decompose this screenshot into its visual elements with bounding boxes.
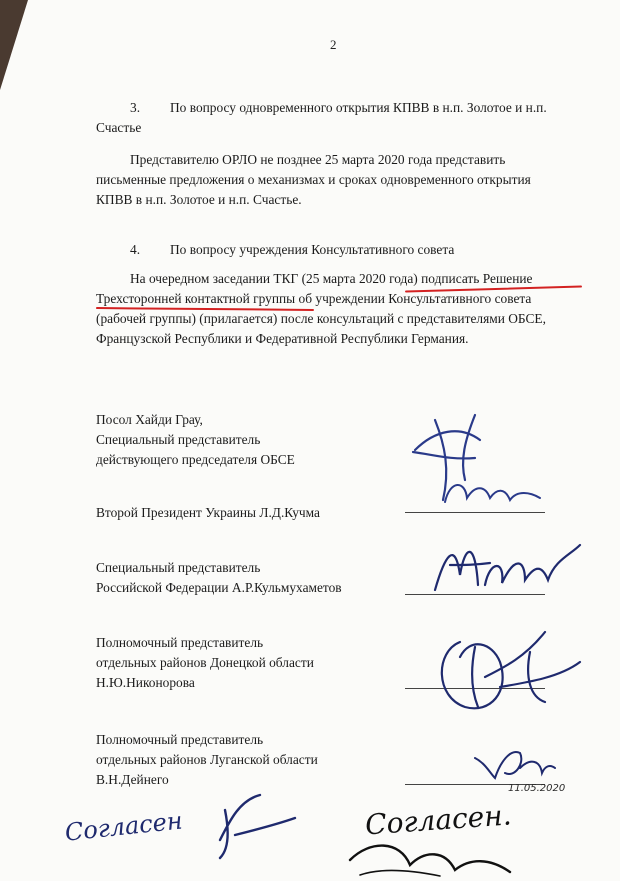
signatory-5-line2: отдельных районов Луганской области: [96, 752, 318, 767]
section4-para-line4: Французской Республики и Федеративной Республики Германия.: [96, 331, 469, 346]
handwritten-agreed-left-icon: [60, 790, 300, 860]
section3-heading-line2: Счастье: [96, 120, 142, 135]
signature-kulmukhametov-icon: [430, 535, 590, 605]
section3-para-line1: Представителю ОРЛО не позднее 25 марта 2020 года представить: [130, 152, 506, 167]
page-number: 2: [330, 37, 337, 52]
signatory-4-line2: отдельных районов Донецкой области: [96, 655, 314, 670]
section4-number: 4.: [130, 242, 141, 257]
section3-para-line3: КПВВ в н.п. Золотое и н.п. Счастье.: [96, 192, 302, 207]
section4-para-line1: На очередном заседании ТКГ (25 марта 2020 года) подписать Решение: [130, 271, 533, 286]
signatory-1-line1: Посол Хайди Грау,: [96, 412, 203, 427]
svg-text:Согласен: Согласен: [63, 806, 184, 847]
section4-heading: По вопросу учреждения Консультативного совета: [170, 242, 455, 257]
section3-number: 3.: [130, 100, 141, 115]
handwritten-agreed-right-icon: [340, 780, 540, 880]
signatory-5-line3: В.Н.Дейнего: [96, 772, 169, 787]
signatory-1-line2: Специальный представитель: [96, 432, 261, 447]
signatory-4-line3: Н.Ю.Никонорова: [96, 675, 195, 690]
signatory-3-line1: Специальный представитель: [96, 560, 261, 575]
signature-deinego-icon: [470, 738, 560, 786]
section3-heading-line1: По вопросу одновременного открытия КПВВ в н.п. Золотое и н.п.: [170, 100, 547, 115]
signature-grau-icon: [405, 410, 555, 520]
page-corner-fold: [0, 0, 28, 90]
handwritten-date: 11.05.2020: [508, 783, 566, 794]
section4-para-line2: Трехсторонней контактной группы об учреждении Консультативного совета: [96, 291, 532, 306]
section3-para-line2: письменные предложения о механизмах и сроках одновременного открытия: [96, 172, 531, 187]
section4-para-line3: (рабочей группы) (прилагается) после консультаций с представителями ОБСЕ,: [96, 311, 546, 326]
signatory-5-line1: Полномочный представитель: [96, 732, 264, 747]
signature-nikonorova-icon: [430, 622, 590, 717]
signatory-2-line1: Второй Президент Украины Л.Д.Кучма: [96, 505, 320, 520]
signatory-3-line2: Российской Федерации А.Р.Кульмухаметов: [96, 580, 342, 595]
signatory-4-line1: Полномочный представитель: [96, 635, 264, 650]
signatory-1-line3: действующего председателя ОБСЕ: [96, 452, 295, 467]
svg-text:Согласен.: Согласен.: [364, 798, 513, 842]
